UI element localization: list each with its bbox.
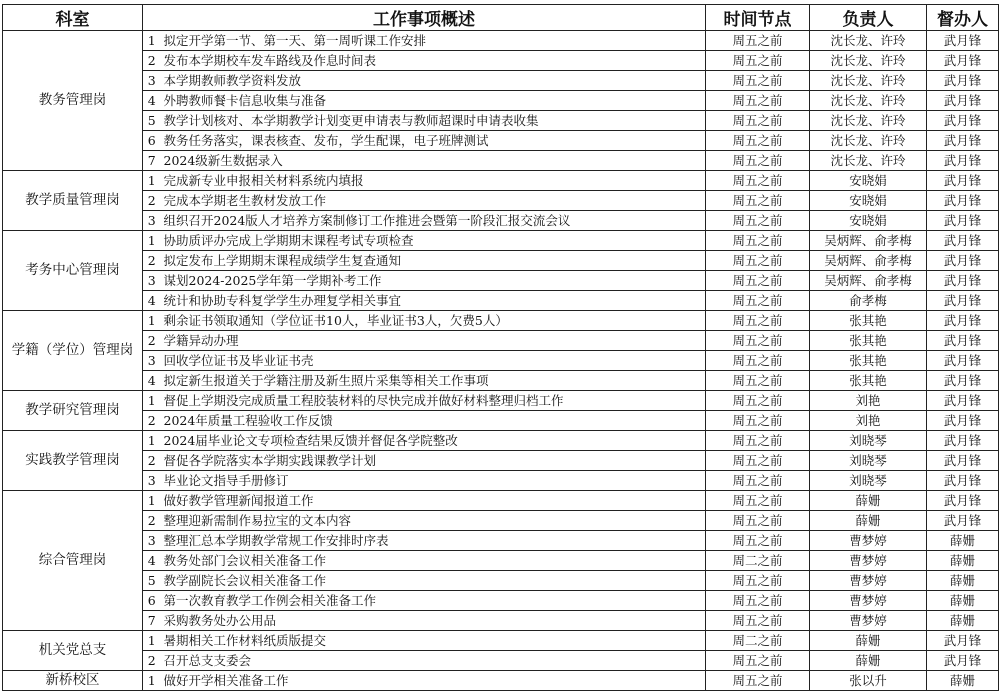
responsible-person: 张其艳 — [810, 351, 927, 371]
task-description: 采购教务处办公用品 — [161, 611, 706, 631]
task-description: 剩余证书领取通知（学位证书10人，毕业证书3人，欠费5人） — [161, 311, 706, 331]
time-node: 周五之前 — [706, 611, 810, 631]
time-node: 周五之前 — [706, 171, 810, 191]
department-name: 实践教学管理岗 — [3, 431, 143, 491]
task-number: 5 — [143, 111, 161, 131]
time-node: 周五之前 — [706, 371, 810, 391]
responsible-person: 沈长龙、许玲 — [810, 71, 927, 91]
time-node: 周五之前 — [706, 351, 810, 371]
supervisor: 武月锋 — [927, 491, 999, 511]
task-number: 2 — [143, 331, 161, 351]
responsible-person: 刘晓琴 — [810, 471, 927, 491]
header-owner: 负责人 — [810, 5, 927, 31]
task-number: 2 — [143, 451, 161, 471]
supervisor: 武月锋 — [927, 51, 999, 71]
header-task: 工作事项概述 — [143, 5, 706, 31]
time-node: 周五之前 — [706, 271, 810, 291]
responsible-person: 张其艳 — [810, 311, 927, 331]
task-description: 整理迎新需制作易拉宝的文本内容 — [161, 511, 706, 531]
responsible-person: 吴炳辉、俞孝梅 — [810, 231, 927, 251]
time-node: 周五之前 — [706, 191, 810, 211]
responsible-person: 曹梦婷 — [810, 571, 927, 591]
department-name: 新桥校区 — [3, 671, 143, 691]
task-description: 拟定新生报道关于学籍注册及新生照片采集等相关工作事项 — [161, 371, 706, 391]
task-description: 做好开学相关准备工作 — [161, 671, 706, 691]
task-description: 发布本学期校车发车路线及作息时间表 — [161, 51, 706, 71]
supervisor: 武月锋 — [927, 271, 999, 291]
task-description: 督促各学院落实本学期实践课教学计划 — [161, 451, 706, 471]
supervisor: 武月锋 — [927, 351, 999, 371]
responsible-person: 张以升 — [810, 671, 927, 691]
task-number: 7 — [143, 611, 161, 631]
task-number: 6 — [143, 131, 161, 151]
department-name: 综合管理岗 — [3, 491, 143, 631]
table-row — [3, 571, 999, 591]
task-number: 5 — [143, 571, 161, 591]
department-name: 考务中心管理岗 — [3, 231, 143, 311]
table-row — [3, 451, 999, 471]
time-node: 周五之前 — [706, 211, 810, 231]
table-row — [3, 51, 999, 71]
task-number: 2 — [143, 651, 161, 671]
table-row — [3, 311, 999, 331]
task-description: 毕业论文指导手册修订 — [161, 471, 706, 491]
task-description: 整理汇总本学期教学常规工作安排时序表 — [161, 531, 706, 551]
time-node: 周五之前 — [706, 331, 810, 351]
time-node: 周五之前 — [706, 231, 810, 251]
table-row — [3, 171, 999, 191]
responsible-person: 薛姗 — [810, 631, 927, 651]
responsible-person: 薛姗 — [810, 491, 927, 511]
task-number: 1 — [143, 171, 161, 191]
supervisor: 武月锋 — [927, 451, 999, 471]
table-row — [3, 71, 999, 91]
responsible-person: 吴炳辉、俞孝梅 — [810, 271, 927, 291]
responsible-person: 曹梦婷 — [810, 611, 927, 631]
supervisor: 武月锋 — [927, 131, 999, 151]
responsible-person: 曹梦婷 — [810, 551, 927, 571]
supervisor: 武月锋 — [927, 391, 999, 411]
task-description: 第一次教育教学工作例会相关准备工作 — [161, 591, 706, 611]
supervisor: 武月锋 — [927, 331, 999, 351]
time-node: 周五之前 — [706, 651, 810, 671]
time-node: 周五之前 — [706, 131, 810, 151]
supervisor: 武月锋 — [927, 91, 999, 111]
time-node: 周五之前 — [706, 311, 810, 331]
task-number: 3 — [143, 531, 161, 551]
task-number: 3 — [143, 271, 161, 291]
task-description: 协助质评办完成上学期期末课程考试专项检查 — [161, 231, 706, 251]
supervisor: 武月锋 — [927, 291, 999, 311]
time-node: 周二之前 — [706, 631, 810, 651]
table-row — [3, 511, 999, 531]
time-node: 周五之前 — [706, 51, 810, 71]
table-row — [3, 631, 999, 651]
task-description: 教务任务落实，课表核查、发布，学生配课，电子班牌测试 — [161, 131, 706, 151]
task-description: 拟定开学第一节、第一天、第一周听课工作安排 — [161, 31, 706, 51]
task-number: 3 — [143, 351, 161, 371]
task-description: 2024年质量工程验收工作反馈 — [161, 411, 706, 431]
supervisor: 武月锋 — [927, 151, 999, 171]
task-description: 教学副院长会议相关准备工作 — [161, 571, 706, 591]
responsible-person: 安晓娟 — [810, 171, 927, 191]
time-node: 周五之前 — [706, 91, 810, 111]
task-number: 7 — [143, 151, 161, 171]
task-description: 完成新专业申报相关材料系统内填报 — [161, 171, 706, 191]
table-row — [3, 471, 999, 491]
task-number: 1 — [143, 311, 161, 331]
table-row — [3, 411, 999, 431]
table-row — [3, 351, 999, 371]
header-row — [3, 5, 999, 31]
supervisor: 薛姗 — [927, 551, 999, 571]
supervisor: 武月锋 — [927, 471, 999, 491]
time-node: 周五之前 — [706, 531, 810, 551]
header-supervisor: 督办人 — [927, 5, 999, 31]
supervisor: 薛姗 — [927, 611, 999, 631]
responsible-person: 曹梦婷 — [810, 591, 927, 611]
task-description: 回收学位证书及毕业证书壳 — [161, 351, 706, 371]
supervisor: 武月锋 — [927, 71, 999, 91]
time-node: 周五之前 — [706, 251, 810, 271]
header-time: 时间节点 — [706, 5, 810, 31]
task-description: 统计和协助专科复学学生办理复学相关事宜 — [161, 291, 706, 311]
responsible-person: 沈长龙、许玲 — [810, 51, 927, 71]
task-description: 谋划2024-2025学年第一学期补考工作 — [161, 271, 706, 291]
responsible-person: 张其艳 — [810, 371, 927, 391]
task-description: 本学期教师教学资料发放 — [161, 71, 706, 91]
responsible-person: 吴炳辉、俞孝梅 — [810, 251, 927, 271]
responsible-person: 刘艳 — [810, 391, 927, 411]
supervisor: 武月锋 — [927, 111, 999, 131]
table-row — [3, 131, 999, 151]
supervisor: 武月锋 — [927, 191, 999, 211]
task-description: 暑期相关工作材料纸质版提交 — [161, 631, 706, 651]
task-description: 2024级新生数据录入 — [161, 151, 706, 171]
supervisor: 武月锋 — [927, 211, 999, 231]
task-number: 2 — [143, 511, 161, 531]
department-name: 机关党总支 — [3, 631, 143, 671]
time-node: 周五之前 — [706, 671, 810, 691]
table-row — [3, 371, 999, 391]
task-description: 完成本学期老生教材发放工作 — [161, 191, 706, 211]
table-row — [3, 191, 999, 211]
responsible-person: 俞孝梅 — [810, 291, 927, 311]
task-number: 4 — [143, 91, 161, 111]
task-number: 1 — [143, 431, 161, 451]
table-row — [3, 111, 999, 131]
time-node: 周五之前 — [706, 111, 810, 131]
table-row — [3, 391, 999, 411]
table-row — [3, 291, 999, 311]
task-description: 组织召开2024版人才培养方案制修订工作推进会暨第一阶段汇报交流会议 — [161, 211, 706, 231]
table-row — [3, 271, 999, 291]
task-description: 督促上学期没完成质量工程胶装材料的尽快完成并做好材料整理归档工作 — [161, 391, 706, 411]
table-row — [3, 651, 999, 671]
table-row — [3, 31, 999, 51]
department-name: 教学质量管理岗 — [3, 171, 143, 231]
task-description: 学籍异动办理 — [161, 331, 706, 351]
table-body — [3, 31, 999, 691]
task-number: 2 — [143, 411, 161, 431]
time-node: 周五之前 — [706, 591, 810, 611]
supervisor: 武月锋 — [927, 251, 999, 271]
task-description: 教务处部门会议相关准备工作 — [161, 551, 706, 571]
table-row — [3, 211, 999, 231]
header-dept: 科室 — [3, 5, 143, 31]
responsible-person: 安晓娟 — [810, 211, 927, 231]
task-description: 教学计划核对、本学期教学计划变更申请表与教师超课时申请表收集 — [161, 111, 706, 131]
supervisor: 薛姗 — [927, 591, 999, 611]
supervisor: 武月锋 — [927, 371, 999, 391]
task-number: 3 — [143, 471, 161, 491]
responsible-person: 张其艳 — [810, 331, 927, 351]
supervisor: 薛姗 — [927, 671, 999, 691]
task-number: 3 — [143, 71, 161, 91]
table-row — [3, 151, 999, 171]
table-row — [3, 331, 999, 351]
department-name: 教学研究管理岗 — [3, 391, 143, 431]
time-node: 周五之前 — [706, 431, 810, 451]
responsible-person: 沈长龙、许玲 — [810, 131, 927, 151]
task-number: 4 — [143, 551, 161, 571]
task-table — [2, 4, 999, 691]
supervisor: 武月锋 — [927, 231, 999, 251]
supervisor: 武月锋 — [927, 31, 999, 51]
table-row — [3, 91, 999, 111]
task-number: 4 — [143, 371, 161, 391]
task-description: 外聘教师餐卡信息收集与准备 — [161, 91, 706, 111]
table-row — [3, 671, 999, 691]
supervisor: 薛姗 — [927, 571, 999, 591]
supervisor: 薛姗 — [927, 531, 999, 551]
time-node: 周五之前 — [706, 31, 810, 51]
department-name: 教务管理岗 — [3, 31, 143, 171]
responsible-person: 沈长龙、许玲 — [810, 151, 927, 171]
responsible-person: 刘艳 — [810, 411, 927, 431]
responsible-person: 沈长龙、许玲 — [810, 111, 927, 131]
task-description: 召开总支支委会 — [161, 651, 706, 671]
table-row — [3, 531, 999, 551]
supervisor: 武月锋 — [927, 311, 999, 331]
supervisor: 武月锋 — [927, 431, 999, 451]
time-node: 周五之前 — [706, 511, 810, 531]
time-node: 周五之前 — [706, 451, 810, 471]
table-row — [3, 491, 999, 511]
table-row — [3, 251, 999, 271]
task-number: 2 — [143, 251, 161, 271]
time-node: 周二之前 — [706, 551, 810, 571]
responsible-person: 薛姗 — [810, 511, 927, 531]
task-number: 6 — [143, 591, 161, 611]
table-row — [3, 591, 999, 611]
task-number: 1 — [143, 671, 161, 691]
responsible-person: 沈长龙、许玲 — [810, 91, 927, 111]
task-number: 1 — [143, 31, 161, 51]
task-number: 4 — [143, 291, 161, 311]
department-name: 学籍（学位）管理岗 — [3, 311, 143, 391]
supervisor: 武月锋 — [927, 411, 999, 431]
responsible-person: 沈长龙、许玲 — [810, 31, 927, 51]
task-number: 1 — [143, 231, 161, 251]
time-node: 周五之前 — [706, 71, 810, 91]
supervisor: 武月锋 — [927, 631, 999, 651]
time-node: 周五之前 — [706, 471, 810, 491]
task-number: 1 — [143, 491, 161, 511]
responsible-person: 曹梦婷 — [810, 531, 927, 551]
task-description: 做好教学管理新闻报道工作 — [161, 491, 706, 511]
task-description: 2024届毕业论文专项检查结果反馈并督促各学院整改 — [161, 431, 706, 451]
table-row — [3, 611, 999, 631]
task-number: 1 — [143, 391, 161, 411]
table-row — [3, 551, 999, 571]
supervisor: 武月锋 — [927, 511, 999, 531]
time-node: 周五之前 — [706, 391, 810, 411]
table-row — [3, 431, 999, 451]
task-number: 1 — [143, 631, 161, 651]
responsible-person: 薛姗 — [810, 651, 927, 671]
responsible-person: 刘晓琴 — [810, 451, 927, 471]
supervisor: 武月锋 — [927, 651, 999, 671]
responsible-person: 刘晓琴 — [810, 431, 927, 451]
task-number: 2 — [143, 51, 161, 71]
time-node: 周五之前 — [706, 151, 810, 171]
task-number: 3 — [143, 211, 161, 231]
time-node: 周五之前 — [706, 571, 810, 591]
task-description: 拟定发布上学期期末课程成绩学生复查通知 — [161, 251, 706, 271]
time-node: 周五之前 — [706, 411, 810, 431]
task-number: 2 — [143, 191, 161, 211]
table-row — [3, 231, 999, 251]
supervisor: 武月锋 — [927, 171, 999, 191]
time-node: 周五之前 — [706, 291, 810, 311]
responsible-person: 安晓娟 — [810, 191, 927, 211]
time-node: 周五之前 — [706, 491, 810, 511]
